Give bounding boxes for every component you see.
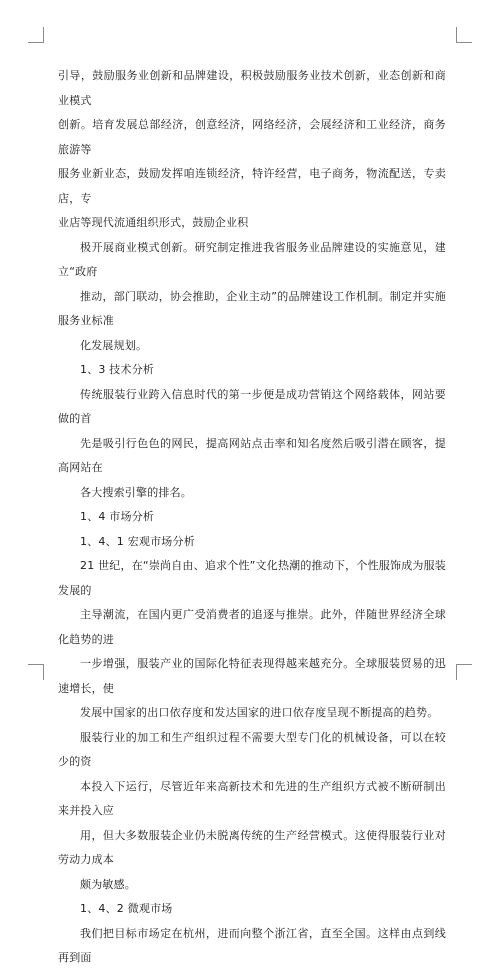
paragraph <box>58 64 446 236</box>
paragraph <box>58 530 446 555</box>
paragraph <box>58 383 446 506</box>
text-line: 引导，鼓励服务业创新和品牌建设，积极鼓励服务业技术创新，业态创新和商业模式 <box>58 69 446 107</box>
text-line: 先是吸引行色色的网民，提高网站点击率和知名度然后吸引潜在顾客，提高网站在 <box>58 436 446 474</box>
paragraph <box>58 358 446 383</box>
text-line: 创新。培育发展总部经济，创意经济，网络经济，会展经济和工业经济，商务旅游等 <box>58 118 446 156</box>
text-line: 推动，部门联动，协会推助，企业主动”的品牌建设工作机制。制定并实施服务业标准 <box>58 289 446 327</box>
text-line: 1、4、2 微观市场 <box>80 902 173 915</box>
text-line: 本投入下运行，尽管近年来高新技术和先进的生产组织方式被不断研制出来并投入应 <box>58 779 446 817</box>
paragraph <box>58 505 446 530</box>
text-line: 1、4 市场分析 <box>80 510 155 523</box>
text-line: 我们把目标市场定在杭州，进而向整个浙江省，直至全国。这样由点到线再到面 <box>58 926 446 964</box>
text-line: 业店等现代流通组织形式，鼓励企业积 <box>58 216 249 229</box>
text-line: 1、3 技术分析 <box>80 363 155 376</box>
paragraph <box>58 554 446 726</box>
text-line: 服装行业的加工和生产组织过程不需要大型专门化的机械设备，可以在较少的资 <box>58 730 446 768</box>
text-line: 发展中国家的出口依存度和发达国家的进口依存度呈现不断提高的趋势。 <box>80 706 439 719</box>
paragraph <box>58 897 446 922</box>
text-line: 颇为敏感。 <box>80 877 136 891</box>
text-line: 服务业新业态，鼓励发挥咱连锁经济，特许经营，电子商务，物流配送，专卖店，专 <box>58 167 446 205</box>
text-line: 各大搜索引擎的排名。 <box>80 485 192 499</box>
text-line: 用，但大多数服装企业仍未脱离传统的生产经营模式。这使得服装行业对劳动力成本 <box>58 828 446 866</box>
paragraph <box>58 236 446 359</box>
text-line: 1、4、1 宏观市场分析 <box>80 534 195 548</box>
paragraph <box>58 922 446 971</box>
text-line: 21 世纪，在“崇尚自由、追求个性”文化热潮的推动下，个性服饰成为服装发展的 <box>58 559 446 597</box>
text-line: 传统服装行业跨入信息时代的第一步便是成功营销这个网络载体，网站要做的首 <box>58 387 446 425</box>
paragraph <box>58 726 446 898</box>
text-line: 一步增强，服装产业的国际化特征表现得越来越充分。全球服装贸易的迅速增长，使 <box>58 657 446 695</box>
text-line: 极开展商业模式创新。研究制定推进我省服务业品牌建设的实施意见，建立“政府 <box>58 240 446 278</box>
document-body <box>58 64 446 971</box>
text-line: 主导潮流，在国内更广受消费者的追逐与推崇。此外，伴随世界经济全球化趋势的进 <box>58 608 446 646</box>
text-line: 化发展规划。 <box>80 338 148 352</box>
